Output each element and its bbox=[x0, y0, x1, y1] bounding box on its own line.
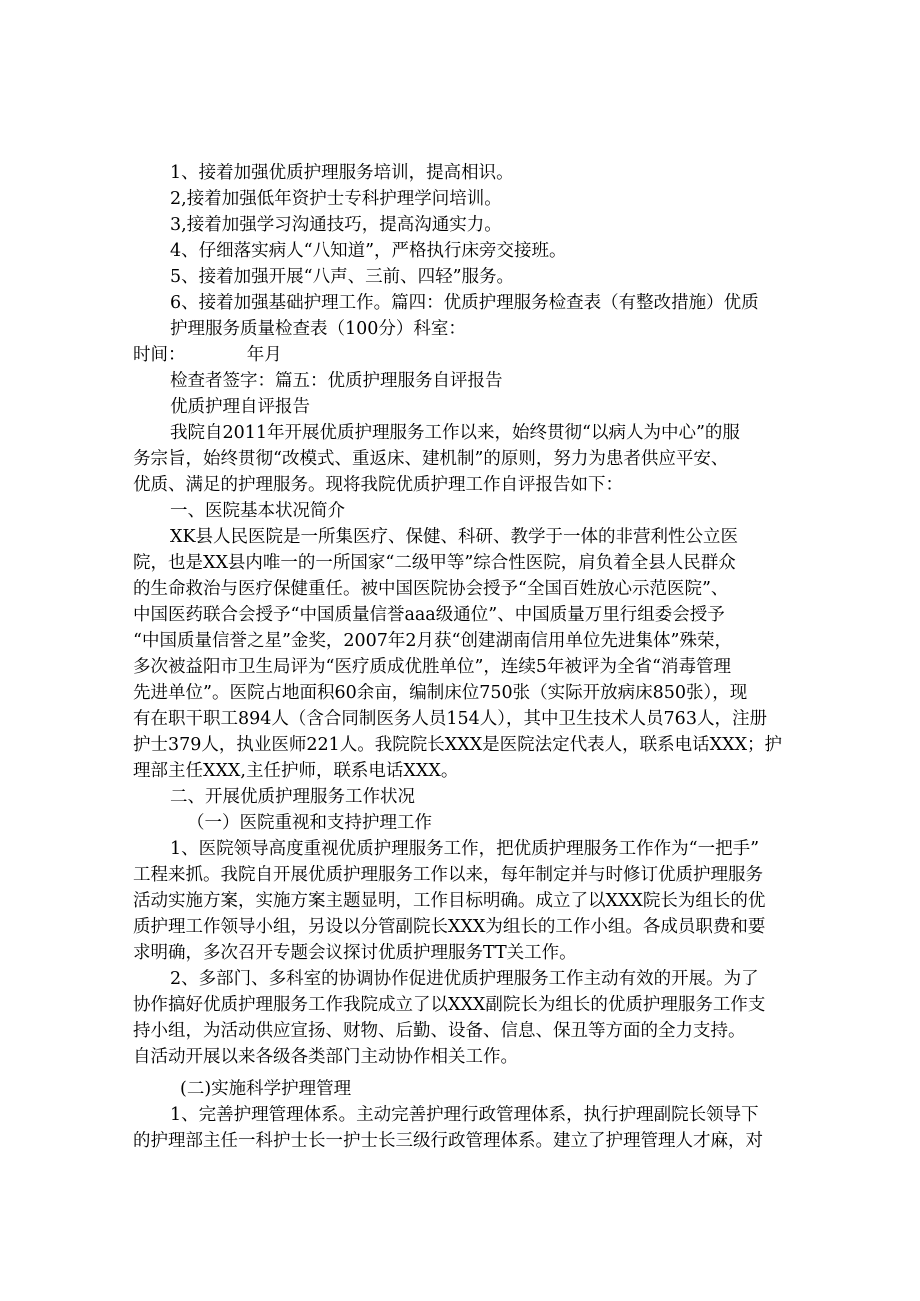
text-line: 二、开展优质护理服务工作状况 bbox=[170, 787, 415, 807]
text-line: 6、接着加强基础护理工作。篇四：优质护理服务检查表（有整改措施）优质 bbox=[170, 293, 759, 313]
text-line: 2,接着加强低年资护士专科护理学问培训。 bbox=[170, 189, 502, 209]
text-line: 3,接着加强学习沟通技巧，提高沟通实力。 bbox=[170, 215, 502, 235]
text-line: 工程来抓。我院自开展优质护理服务工作以来，每年制定并与时修订优质护理服务 bbox=[133, 865, 763, 885]
text-line: 活动实施方案，实施方案主题显明，工作目标明确。成立了以XXX院长为组长的优 bbox=[133, 891, 766, 911]
text-line: XK县人民医院是一所集医疗、保健、科研、教学于一体的非营利性公立医 bbox=[170, 527, 739, 547]
text-line: 1、接着加强优质护理服务培训，提高相识。 bbox=[170, 163, 514, 183]
text-line: 4、仔细落实病人“八知道”，严格执行床旁交接班。 bbox=[170, 241, 567, 261]
text-line: 时间： 年月 bbox=[133, 345, 282, 365]
text-line: 中国医药联合会授予“中国质量信誉aaa级通位”、中国质量万里行组委会授予 bbox=[133, 605, 725, 625]
text-line: 的护理部主任一科护士长一护士长三级行政管理体系。建立了护理管理人才麻，对 bbox=[133, 1131, 763, 1151]
text-line: 质护理工作领导小组，另设以分管副院长XXX为组长的工作小组。各成员职费和要 bbox=[133, 917, 766, 937]
text-line: 协作搞好优质护理服务工作我院成立了以XXX副院长为组长的优质护理服务工作支 bbox=[133, 995, 766, 1015]
text-line: 5、接着加强开展“八声、三前、四轻”服务。 bbox=[170, 267, 515, 287]
text-line: 我院自2011年开展优质护理服务工作以来，始终贯彻“以病人为中心”的服 bbox=[170, 423, 740, 443]
text-line: 检查者签字：篇五：优质护理服务自评报告 bbox=[170, 371, 503, 391]
text-line: “中国质量信誉之星”金奖，2007年2月获“创建湖南信用单位先进集体”殊荣， bbox=[133, 631, 732, 651]
text-line: 1、完善护理管理体系。主动完善护理行政管理体系，执行护理副院长领导下 bbox=[170, 1105, 759, 1125]
text-line: （一）医院重视和支持护理工作 bbox=[187, 813, 432, 833]
text-line: 务宗旨，始终贯彻“改模式、重返床、建机制”的原则，努力为患者供应平安、 bbox=[133, 449, 729, 469]
text-line: 护理服务质量检查表（100分）科室： bbox=[170, 319, 466, 339]
text-line: 有在职干职工894人（含合同制医务人员154人），其中卫生技术人员763人，注册 bbox=[133, 709, 767, 729]
text-line: 自活动开展以来各级各类部门主动协作相关工作。 bbox=[133, 1047, 518, 1067]
text-line: 求明确，多次召开专题会议探讨优质护理服务TT关工作。 bbox=[133, 943, 577, 963]
text-line: 理部主任XXX,主任护师，联系电话XXX。 bbox=[133, 761, 459, 781]
text-line: 2、多部门、多科室的协调协作促进优质护理服务工作主动有效的开展。为了 bbox=[170, 969, 759, 989]
text-line: 优质护理自评报告 bbox=[170, 397, 310, 417]
text-line: 持小组，为活动供应宣扬、财物、后勤、设备、信息、保丑等方面的全力支持。 bbox=[133, 1021, 746, 1041]
text-line: 护士379人，执业医师221人。我院院长XXX是医院法定代表人，联系电话XXX；护 bbox=[133, 735, 783, 755]
text-line: 院，也是XX县内唯一的一所国家“二级甲等”综合性医院，肩负着全县人民群众 bbox=[133, 553, 736, 573]
text-line: 多次被益阳市卫生局评为“医疗质成优胜单位”，连续5年被评为全省“消毒管理 bbox=[133, 657, 731, 677]
text-line: 1、医院领导高度重视优质护理服务工作，把优质护理服务工作作为“一把手” bbox=[170, 839, 760, 859]
text-line: (二)实施科学护理管理 bbox=[180, 1079, 352, 1099]
text-line: 优质、满足的护理服务。现将我院优质护理工作自评报告如下： bbox=[133, 475, 623, 495]
text-line: 的生命救治与医疗保健重任。被中国医院协会授予“全国百姓放心示范医院”、 bbox=[133, 579, 729, 599]
text-line: 一、医院基本状况简介 bbox=[170, 501, 345, 521]
text-line: 先进单位”。医院占地面积60余亩，编制床位750张（实际开放病床850张），现 bbox=[133, 683, 748, 703]
